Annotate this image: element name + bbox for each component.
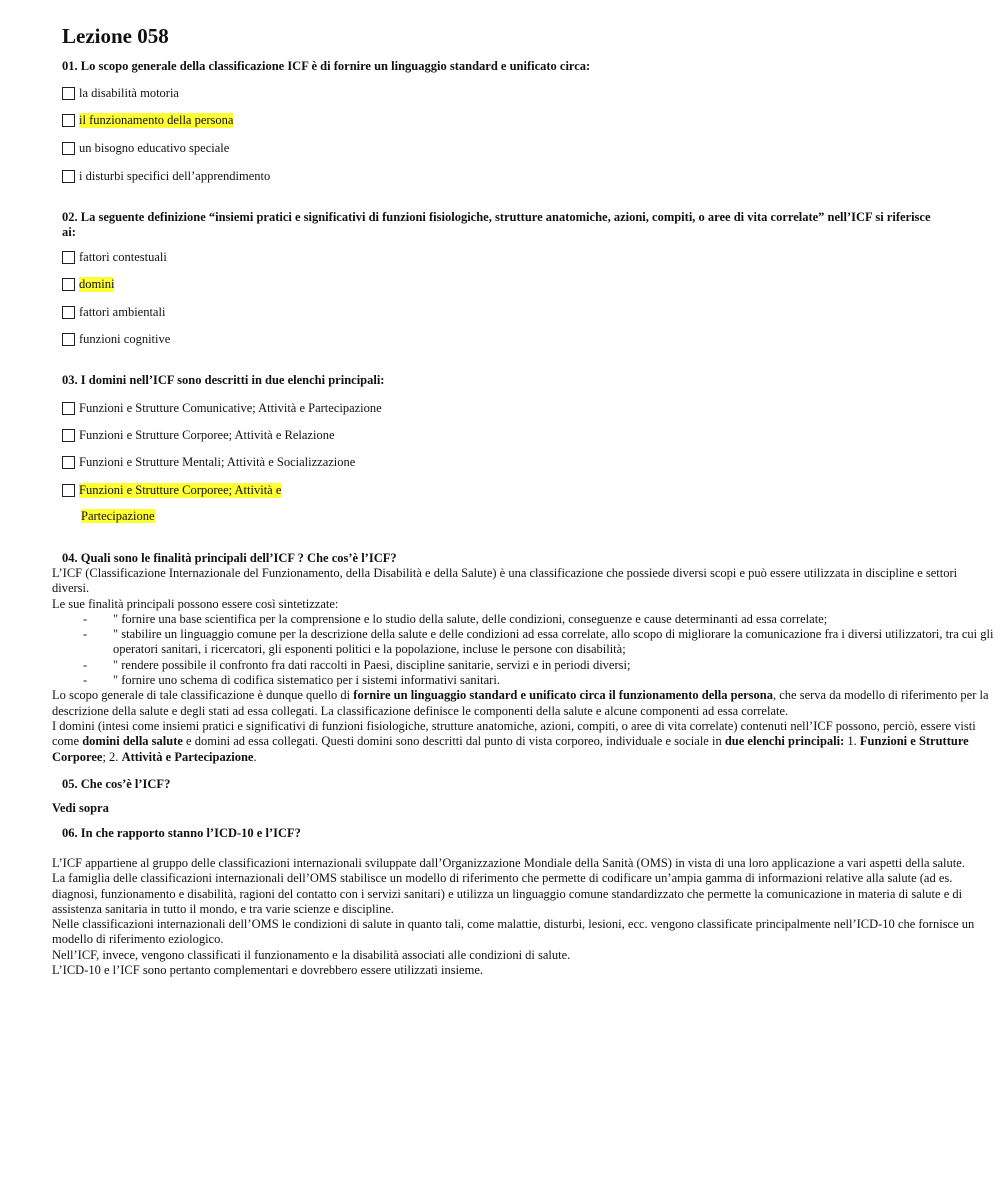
q2-option-2[interactable] — [62, 276, 114, 292]
option-label: fattori ambientali — [79, 304, 166, 319]
q2-option-1[interactable] — [62, 249, 167, 265]
question-5-answer: Vedi sopra — [52, 801, 109, 815]
paragraph: L’ICF appartiene al gruppo delle classificazioni internazionali sviluppate dall’Organizzazione Mondiale della Sanità (OMS) in vista di una loro applicazione a vari aspetti della salute. — [52, 856, 965, 870]
bold-text: due elenchi principali: — [724, 734, 845, 749]
bullet-dash: - — [83, 611, 88, 626]
bold-text: Funzioni e Strutture Corporee — [52, 734, 969, 764]
option-label: fattori contestuali — [79, 249, 167, 264]
checkbox[interactable] — [62, 402, 75, 415]
checkbox[interactable] — [62, 333, 75, 346]
option-label: la disabilità motoria — [79, 85, 179, 100]
list-item — [52, 612, 994, 627]
question-4-answer — [52, 566, 994, 765]
question-4-text: 04. Quali sono le finalità principali dell’ICF ? Che cos’è l’ICF? — [62, 551, 397, 565]
q1-option-1[interactable] — [62, 85, 179, 101]
question-3-text: 03. I domini nell’ICF sono descritti in due elenchi principali: — [62, 373, 385, 387]
checkbox[interactable] — [62, 114, 75, 127]
list-item-text: " stabilire un linguaggio comune per la descrizione della salute e delle condizioni ad essa correlate, allo scopo di migliorare la comunicazione fra i diversi utilizzatori, tra cui gli operatori sanitari, i ricercatori, gli esponenti politici e la popolazione, incluse le persone con disabilità; — [113, 627, 994, 657]
q1-option-3[interactable] — [62, 140, 229, 156]
q3-option-2[interactable] — [62, 427, 335, 443]
q3-option-1[interactable] — [62, 400, 382, 416]
list-item-text: " fornire uno schema di codifica sistematico per i sistemi informativi sanitari. — [113, 673, 500, 688]
question-1-text: 01. Lo scopo generale della classificazione ICF è di fornire un linguaggio standard e unificato circa: — [62, 59, 591, 73]
paragraph: L’ICF (Classificazione Internazionale del Funzionamento, della Disabilità e della Salute) è una classificazione che possiede diversi scopi e può essere utilizzata in discipline e settori diversi. — [52, 566, 958, 596]
checkbox[interactable] — [62, 251, 75, 264]
list-item — [52, 673, 994, 688]
paragraph: La famiglia delle classificazioni internazionali dell’OMS stabilisce un modello di riferimento che permette di codificare un’ampia gamma di informazioni relative alla salute (ad es. diagnosi, funzionamento e disabilità, ragioni del contatto con i servizi sanitari) e utilizza un linguaggio comune standardizzato che permette la comunicazione in materia di salute e di assistenza sanitaria in tutto il mondo, e tra varie scienze e discipline. — [52, 871, 963, 916]
q3-option-3[interactable] — [62, 454, 355, 470]
option-label-highlighted: il funzionamento della persona — [79, 112, 234, 127]
q1-option-2[interactable] — [62, 112, 233, 128]
q2-option-3[interactable] — [62, 304, 165, 320]
checkbox[interactable] — [62, 456, 75, 469]
text-run: . — [253, 749, 257, 764]
question-2-text: 02. La seguente definizione “insiemi pratici e significativi di funzioni fisiologiche, strutture anatomiche, azioni, compiti, o aree di vita correlate” nell’ICF si riferisce ai: — [62, 210, 931, 239]
checkbox[interactable] — [62, 142, 75, 155]
paragraph: Nelle classificazioni internazionali dell’OMS le condizioni di salute in quanto tali, come malattie, disturbi, lesioni, ecc. vengono classificate principalmente nell’ICD-10 che fornisce un modello di riferimento eziologico. — [52, 917, 975, 947]
checkbox[interactable] — [62, 429, 75, 442]
option-label: Funzioni e Strutture Comunicative; Attività e Partecipazione — [79, 400, 382, 415]
paragraph: Nell’ICF, invece, vengono classificati il funzionamento e la disabilità associati alle condizioni di salute. — [52, 947, 571, 962]
checkbox[interactable] — [62, 87, 75, 100]
question-5-text: 05. Che cos’è l’ICF? — [62, 777, 171, 791]
q2-option-4[interactable] — [62, 331, 170, 347]
bold-text: Attività e Partecipazione — [121, 749, 254, 764]
option-label: funzioni cognitive — [79, 331, 171, 346]
q3-option-4-continuation — [81, 509, 155, 524]
option-label-highlighted: domini — [79, 276, 115, 291]
question-6-answer — [52, 856, 984, 978]
paragraph — [52, 719, 994, 765]
paragraph: Le sue finalità principali possono essere così sintetizzate: — [52, 596, 339, 611]
bullet-list — [52, 612, 994, 688]
list-item — [52, 658, 994, 673]
option-label-highlighted: Partecipazione — [81, 509, 155, 523]
question-6-text: 06. In che rapporto stanno l’ICD-10 e l’ICF? — [62, 826, 301, 840]
option-label: un bisogno educativo speciale — [79, 140, 230, 155]
text-run: , che serva da modello di riferimento per la descrizione della salute e degli stati ad essa collegati. La classificazione definisce le componenti della salute e alcune componenti ad essa correlate. — [52, 688, 989, 718]
text-run: e domini ad essa collegati. Questi domini sono descritti dal punto di vista corporeo, individuale e sociale in — [182, 734, 725, 749]
option-label: i disturbi specifici dell’apprendimento — [79, 168, 271, 183]
bullet-dash: - — [83, 627, 88, 642]
text-run: Lo scopo generale di tale classificazione è dunque quello di — [52, 688, 354, 703]
checkbox[interactable] — [62, 278, 75, 291]
bold-text: domini della salute — [82, 734, 183, 749]
bullet-dash: - — [83, 657, 88, 672]
paragraph: L’ICD-10 e l’ICF sono pertanto complementari e dovrebbero essere utilizzati insieme. — [52, 963, 484, 978]
page-title: Lezione 058 — [62, 24, 169, 48]
bold-text: fornire un linguaggio standard e unificato circa il funzionamento della persona — [353, 688, 773, 703]
checkbox[interactable] — [62, 170, 75, 183]
option-label: Funzioni e Strutture Mentali; Attività e Socializzazione — [79, 454, 356, 469]
text-run: 1. — [844, 734, 860, 749]
q1-option-4[interactable] — [62, 168, 270, 184]
text-run: I domini (intesi come insiemi pratici e significativi di funzioni fisiologiche, strutture anatomiche, azioni, compiti, o aree di vita correlate) contenuti nell’ICF possono, perciò, essere visti come — [52, 718, 976, 749]
paragraph — [52, 688, 994, 719]
list-item — [52, 627, 994, 658]
list-item-text: " fornire una base scientifica per la comprensione e lo studio della salute, delle condizioni, conseguenze e cause determinanti ad essa correlate; — [113, 611, 828, 626]
option-label: Funzioni e Strutture Corporee; Attività e Relazione — [79, 427, 335, 442]
list-item-text: " rendere possibile il confronto fra dati raccolti in Paesi, discipline sanitarie, servizi e in periodi diversi; — [113, 657, 631, 672]
checkbox[interactable] — [62, 306, 75, 319]
option-label-highlighted: Funzioni e Strutture Corporee; Attività e — [79, 482, 282, 497]
bullet-dash: - — [83, 673, 88, 688]
text-run: ; 2. — [102, 749, 122, 764]
q3-option-4[interactable] — [62, 482, 281, 498]
checkbox[interactable] — [62, 484, 75, 497]
